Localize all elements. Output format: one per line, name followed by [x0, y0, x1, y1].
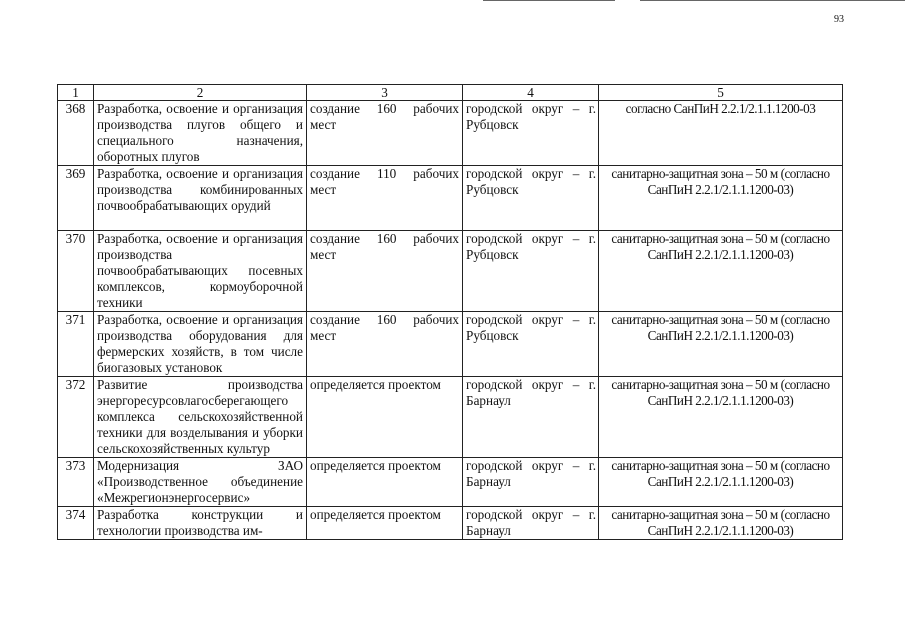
project-name: Развитие производства энергоресурсовлагосберегающего комплекса сельскохозяйственной техники для возделывания и уборки сельскохозяйственных культур — [94, 377, 307, 458]
project-location: городской округ – г. Рубцовск — [463, 231, 599, 312]
project-name: Разработка конструкции и технологии производства им- — [94, 507, 307, 540]
project-name: Модернизация ЗАО «Производственное объединение «Межрегионэнергосервис» — [94, 458, 307, 507]
project-location: городской округ – г. Рубцовск — [463, 101, 599, 166]
project-note: санитарно-защитная зона – 50 м (согласно СанПиН 2.2.1/2.1.1.1200-03) — [599, 507, 843, 540]
project-note: согласно СанПиН 2.2.1/2.1.1.1200-03 — [599, 101, 843, 166]
row-number: 371 — [58, 312, 94, 377]
table-row — [58, 231, 843, 312]
table-header-row — [58, 85, 843, 101]
table-row — [58, 458, 843, 507]
table-row — [58, 101, 843, 166]
project-effect: создание 110 рабочих мест — [307, 166, 463, 231]
column-header: 4 — [463, 85, 599, 101]
top-rule-right — [640, 0, 905, 1]
project-name: Разработка, освоение и организация производства плугов общего и специального назначения, оборотных плугов — [94, 101, 307, 166]
project-location: городской округ – г. Барнаул — [463, 377, 599, 458]
row-number: 368 — [58, 101, 94, 166]
project-name: Разработка, освоение и организация производства оборудования для фермерских хозяйств, в том числе биогазовых установок — [94, 312, 307, 377]
project-location: городской округ – г. Барнаул — [463, 458, 599, 507]
project-note: санитарно-защитная зона – 50 м (согласно СанПиН 2.2.1/2.1.1.1200-03) — [599, 458, 843, 507]
row-number: 373 — [58, 458, 94, 507]
project-effect: создание 160 рабочих мест — [307, 312, 463, 377]
row-number: 370 — [58, 231, 94, 312]
column-header: 1 — [58, 85, 94, 101]
column-header: 3 — [307, 85, 463, 101]
project-effect: создание 160 рабочих мест — [307, 231, 463, 312]
table-row — [58, 507, 843, 540]
project-location: городской округ – г. Рубцовск — [463, 312, 599, 377]
project-location: городской округ – г. Барнаул — [463, 507, 599, 540]
column-header: 2 — [94, 85, 307, 101]
project-effect: определяется проектом — [307, 507, 463, 540]
project-effect: определяется проектом — [307, 458, 463, 507]
table-row — [58, 312, 843, 377]
column-header: 5 — [599, 85, 843, 101]
project-name: Разработка, освоение и организация производства почвообрабатывающих посевных комплексов, кормоуборочной техники — [94, 231, 307, 312]
page-number: 93 — [834, 14, 844, 25]
project-note: санитарно-защитная зона – 50 м (согласно СанПиН 2.2.1/2.1.1.1200-03) — [599, 231, 843, 312]
project-note: санитарно-защитная зона – 50 м (согласно СанПиН 2.2.1/2.1.1.1200-03) — [599, 312, 843, 377]
top-rule-left — [483, 0, 615, 1]
table-row — [58, 377, 843, 458]
document-table — [57, 84, 843, 540]
project-note: санитарно-защитная зона – 50 м (согласно СанПиН 2.2.1/2.1.1.1200-03) — [599, 377, 843, 458]
project-location: городской округ – г. Рубцовск — [463, 166, 599, 231]
project-note: санитарно-защитная зона – 50 м (согласно СанПиН 2.2.1/2.1.1.1200-03) — [599, 166, 843, 231]
row-number: 374 — [58, 507, 94, 540]
project-effect: определяется проектом — [307, 377, 463, 458]
row-number: 372 — [58, 377, 94, 458]
project-effect: создание 160 рабочих мест — [307, 101, 463, 166]
row-number: 369 — [58, 166, 94, 231]
table-row — [58, 166, 843, 231]
project-name: Разработка, освоение и организация производства комбинированных почвообрабатывающих орудий — [94, 166, 307, 231]
